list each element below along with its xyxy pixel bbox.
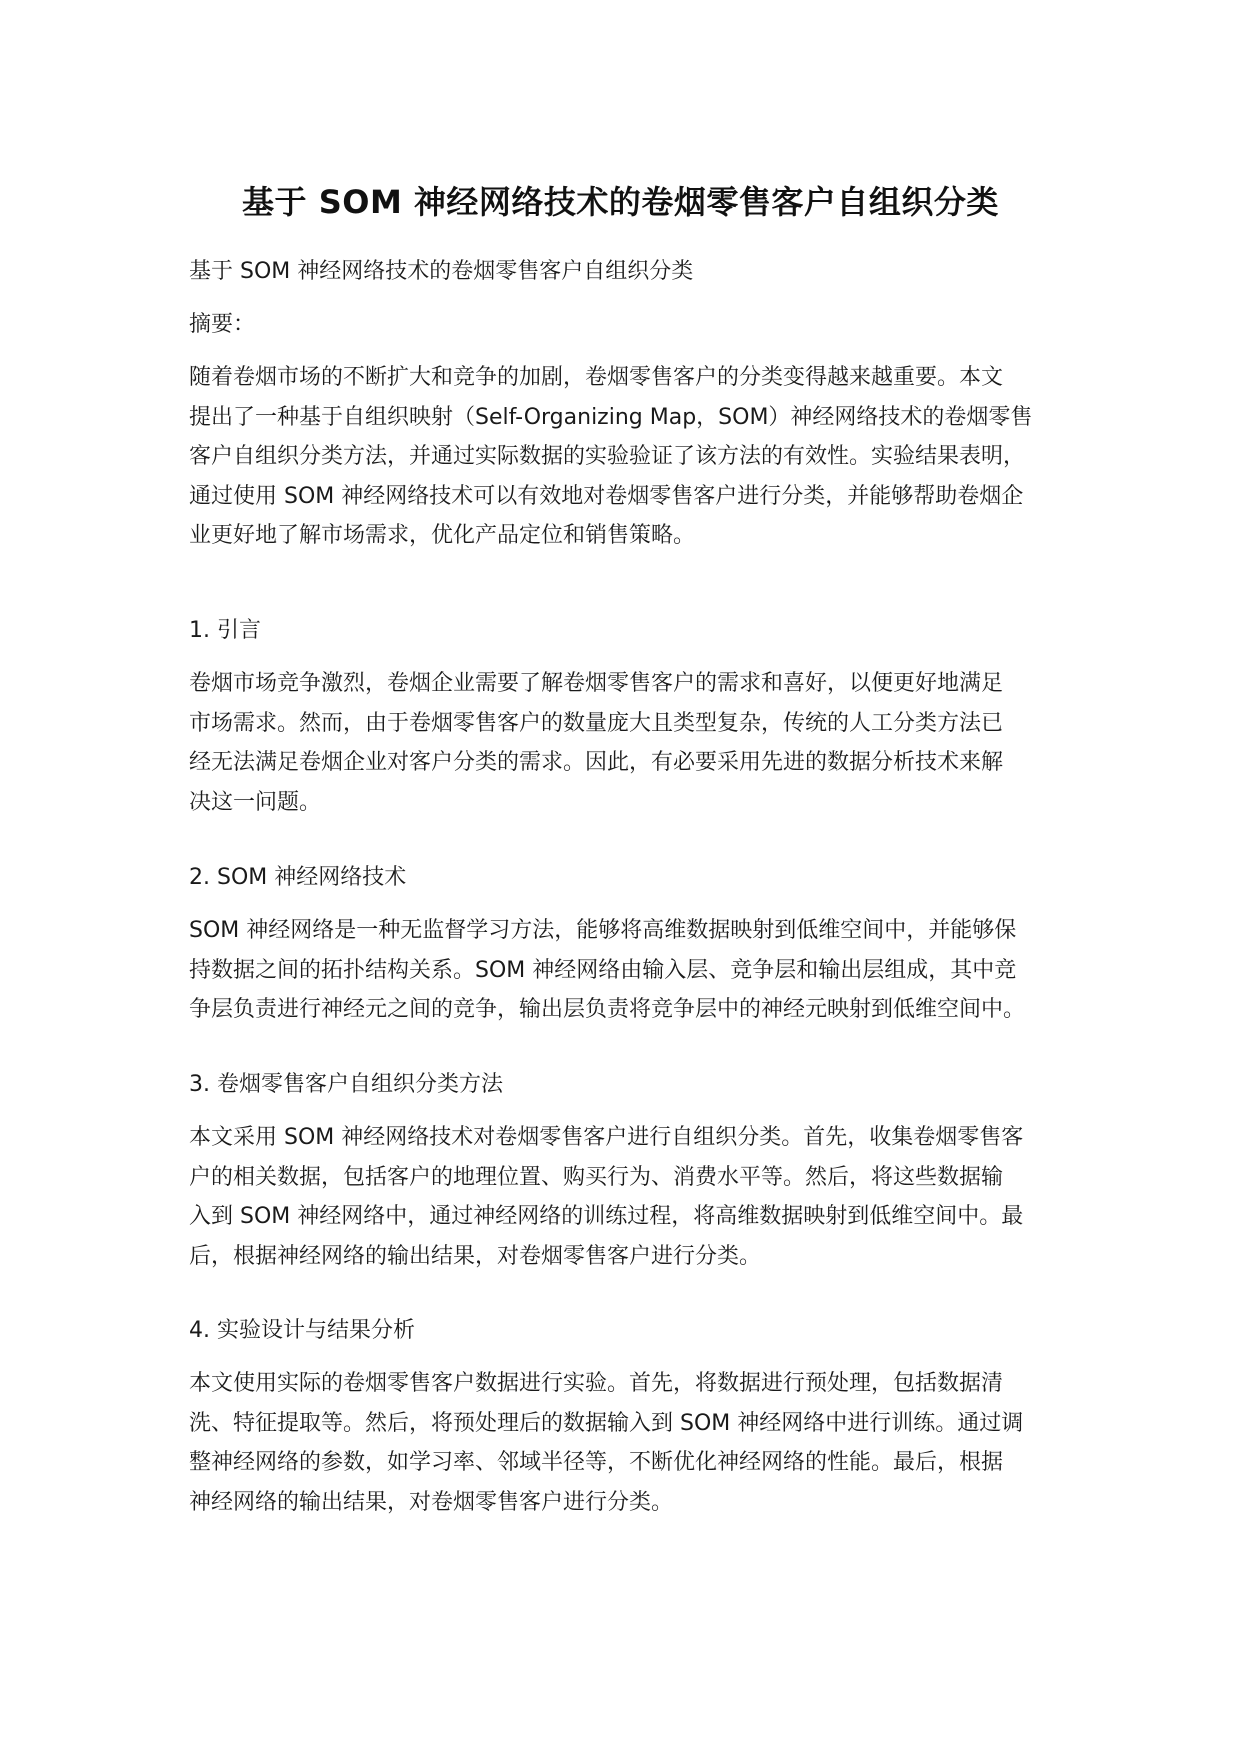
paragraph-line: 市场需求。然而，由于卷烟零售客户的数量庞大且类型复杂，传统的人工分类方法已 (189, 710, 1004, 736)
paragraph-line: 随着卷烟市场的不断扩大和竞争的加剧，卷烟零售客户的分类变得越来越重要。本文 (189, 365, 1004, 390)
section-heading-experiment (189, 1311, 1089, 1351)
paragraph-line: 经无法满足卷烟企业对客户分类的需求。因此，有必要采用先进的数据分析技术来解 (189, 750, 1004, 775)
paragraph-line: 持数据之间的拓扑结构关系。SOM 神经网络由输入层、竞争层和输出层组成，其中竞 (189, 957, 1017, 983)
paragraph-line: 争层负责进行神经元之间的竞争，输出层负责将竞争层中的神经元映射到低维空间中。 (189, 997, 1026, 1022)
paragraph-line: SOM 神经网络是一种无监督学习方法，能够将高维数据映射到低维空间中，并能够保 (189, 918, 1017, 943)
subtitle-text: 基于 SOM 神经网络技术的卷烟零售客户自组织分类 (189, 259, 694, 284)
paragraph-line: 整神经网络的参数，如学习率、邻域半径等，不断优化神经网络的性能。最后，根据 (189, 1450, 1004, 1475)
section-paragraph-method (189, 1118, 1089, 1276)
paragraph-line: 本文采用 SOM 神经网络技术对卷烟零售客户进行自组织分类。首先，收集卷烟零售客 (189, 1125, 1024, 1150)
section-heading-text: 1. 引言 (189, 618, 261, 643)
section-heading-text: 4. 实验设计与结果分析 (189, 1318, 415, 1343)
document-title: 基于 SOM 神经网络技术的卷烟零售客户自组织分类 (242, 183, 999, 221)
section-heading-method (189, 1065, 1089, 1105)
section-heading-text: 3. 卷烟零售客户自组织分类方法 (189, 1072, 503, 1097)
paragraph-line: 通过使用 SOM 神经网络技术可以有效地对卷烟零售客户进行分类，并能够帮助卷烟企 (189, 483, 1024, 509)
paragraph-line: 户的相关数据，包括客户的地理位置、购买行为、消费水平等。然后，将这些数据输 (189, 1164, 1004, 1190)
paragraph-line: 业更好地了解市场需求，优化产品定位和销售策略。 (189, 523, 696, 548)
abstract-label (189, 305, 1089, 345)
paragraph-line: 后，根据神经网络的输出结果，对卷烟零售客户进行分类。 (189, 1243, 762, 1269)
paragraph-line: 神经网络的输出结果，对卷烟零售客户进行分类。 (189, 1489, 674, 1515)
section-heading-introduction (189, 611, 1089, 651)
abstract-label-text: 摘要： (189, 312, 256, 337)
section-heading-som (189, 858, 1089, 898)
paragraph-line: 客户自组织分类方法，并通过实际数据的实验验证了该方法的有效性。实验结果表明， (189, 444, 1026, 469)
section-paragraph-experiment (189, 1364, 1089, 1522)
section-heading-text: 2. SOM 神经网络技术 (189, 865, 407, 890)
paragraph-line: 洗、特征提取等。然后，将预处理后的数据输入到 SOM 神经网络中进行训练。通过调 (189, 1410, 1024, 1436)
paragraph-line: 本文使用实际的卷烟零售客户数据进行实验。首先，将数据进行预处理，包括数据清 (189, 1371, 1004, 1396)
document-subtitle (189, 252, 1089, 292)
abstract-paragraph (189, 358, 1089, 556)
paragraph-line: 决这一问题。 (189, 789, 322, 815)
section-paragraph-introduction (189, 664, 1089, 822)
paragraph-line: 提出了一种基于自组织映射（Self-Organizing Map，SOM）神经网络技术的卷烟零售 (189, 404, 1033, 430)
section-paragraph-som (189, 911, 1089, 1030)
paragraph-line: 入到 SOM 神经网络中，通过神经网络的训练过程，将高维数据映射到低维空间中。最 (189, 1204, 1024, 1229)
paragraph-line: 卷烟市场竞争激烈，卷烟企业需要了解卷烟零售客户的需求和喜好，以便更好地满足 (189, 671, 1004, 696)
